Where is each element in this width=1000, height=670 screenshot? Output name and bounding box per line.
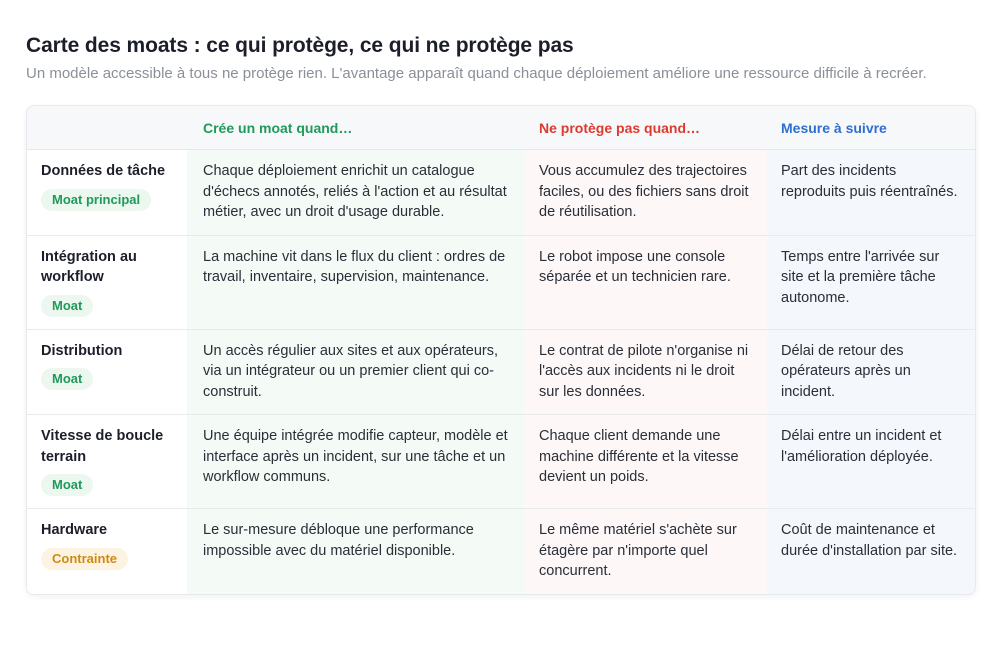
measure-cell: Temps entre l'arrivée sur site et la première tâche autonome. [767, 235, 975, 329]
creates-cell: Chaque déploiement enrichit un catalogue d'échecs annotés, reliés à l'action et au résultat métier, avec un droit d'usage durable. [187, 150, 525, 236]
header-empty-cell [27, 106, 187, 150]
row-label-cell [27, 329, 187, 415]
page-title: Carte des moats : ce qui protège, ce qui ne protège pas [26, 34, 574, 57]
status-badge: Moat [41, 295, 93, 317]
creates-cell: Une équipe intégrée modifie capteur, modèle et interface après un incident, sur une tâche et un workflow communs. [187, 415, 525, 509]
measure-cell: Coût de maintenance et durée d'installation par site. [767, 509, 975, 594]
table-row [27, 329, 975, 415]
not-protect-cell: Le même matériel s'achète sur étagère par n'importe quel concurrent. [525, 509, 767, 594]
status-badge: Moat [41, 474, 93, 496]
measure-cell: Délai entre un incident et l'amélioration déployée. [767, 415, 975, 509]
row-name: Distribution [41, 342, 123, 359]
row-name: Vitesse de boucle terrain [41, 428, 164, 465]
page-subtitle: Un modèle accessible à tous ne protège rien. L'avantage apparaît quand chaque déploiement améliore une ressource difficile à recréer. [26, 65, 927, 82]
header-creates-moat: Crée un moat quand… [187, 106, 525, 150]
measure-cell: Délai de retour des opérateurs après un incident. [767, 329, 975, 415]
row-label-cell [27, 150, 187, 236]
not-protect-cell: Vous accumulez des trajectoires faciles, ou des fichiers sans droit de réutilisation. [525, 150, 767, 236]
table-row [27, 509, 975, 594]
creates-cell: La machine vit dans le flux du client : ordres de travail, inventaire, supervision, maintenance. [187, 235, 525, 329]
row-label-cell [27, 235, 187, 329]
moat-table-card [26, 105, 976, 595]
status-badge: Moat principal [41, 189, 151, 211]
status-badge: Contrainte [41, 548, 128, 570]
row-name: Intégration au workflow [41, 248, 137, 285]
header-measure: Mesure à suivre [767, 106, 975, 150]
creates-cell: Le sur-mesure débloque une performance impossible avec du matériel disponible. [187, 509, 525, 594]
not-protect-cell: Chaque client demande une machine différente et la vitesse devient un poids. [525, 415, 767, 509]
row-name: Données de tâche [41, 163, 166, 179]
creates-cell: Un accès régulier aux sites et aux opérateurs, via un intégrateur ou un premier client qui co-construit. [187, 329, 525, 415]
row-label-cell [27, 509, 187, 594]
row-name: Hardware [41, 522, 108, 538]
not-protect-cell: Le contrat de pilote n'organise ni l'accès aux incidents ni le droit sur les données. [525, 329, 767, 415]
not-protect-cell: Le robot impose une console séparée et un technicien rare. [525, 235, 767, 329]
status-badge: Moat [41, 368, 93, 390]
moat-table [27, 106, 975, 594]
row-label-cell [27, 415, 187, 509]
header-does-not-protect: Ne protège pas quand… [525, 106, 767, 150]
table-row [27, 415, 975, 509]
table-row [27, 235, 975, 329]
table-row [27, 150, 975, 236]
table-header-row [27, 106, 975, 150]
measure-cell: Part des incidents reproduits puis réentraînés. [767, 150, 975, 236]
